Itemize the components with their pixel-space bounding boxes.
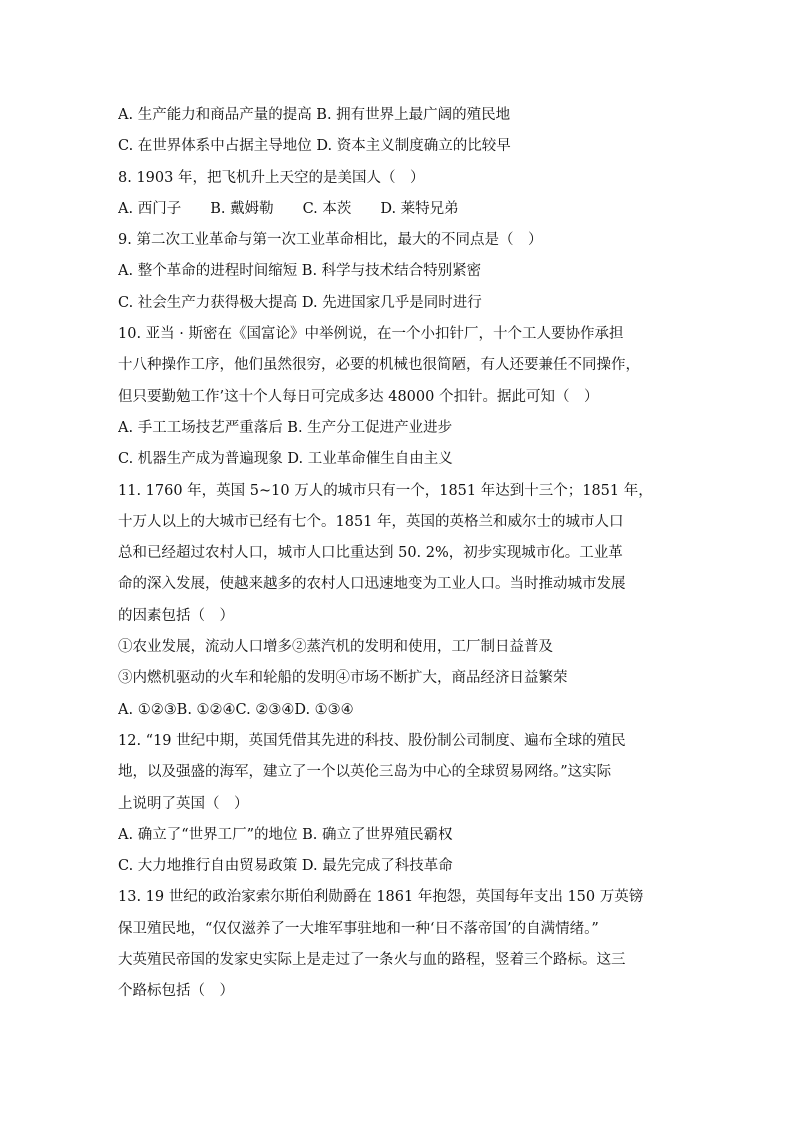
q13-stem-line-2: 保卫殖民地，“仅仅滋养了一大堆军事驻地和一种‘日不落帝国’的自满情绪。”: [118, 920, 599, 937]
question-text-block: [118, 100, 678, 1008]
q10-options-cd: C. 机器生产成为普遍现象 D. 工业革命催生自由主义: [118, 451, 453, 468]
q9-options-cd: C. 社会生产力获得极大提高 D. 先进国家几乎是同时进行: [118, 294, 482, 311]
q10-stem-line-1: 10. 亚当 · 斯密在《国富论》中举例说，在一个小扣针厂，十个工人要协作承担: [118, 326, 624, 343]
q7-options-cd: C. 在世界体系中占据主导地位 D. 资本主义制度确立的比较早: [118, 138, 511, 155]
q11-statements-1-2: ①农业发展，流动人口增多②蒸汽机的发明和使用，工厂制日益普及: [118, 639, 553, 656]
q11-stem-line-2: 十万人以上的大城市已经有七个。1851 年，英国的英格兰和威尔士的城市人口: [118, 513, 624, 530]
q9-options-ab: A. 整个革命的进程时间缩短 B. 科学与技术结合特别紧密: [118, 263, 482, 280]
q8-stem: 8. 1903 年，把飞机升上天空的是美国人（ ）: [118, 169, 425, 186]
q12-stem-line-3: 上说明了英国（ ）: [118, 795, 249, 812]
q10-stem-line-3: 但只要勤勉工作’这十个人每日可完成多达 48000 个扣针。据此可知（ ）: [118, 388, 599, 405]
q11-stem-line-3: 总和已经超过农村人口，城市人口比重达到 50. 2%，初步实现城市化。工业革: [118, 545, 623, 562]
q11-stem-line-1: 11. 1760 年，英国 5~10 万人的城市只有一个，1851 年达到十三个；1851 年，: [118, 482, 653, 499]
q9-stem: 9. 第二次工业革命与第一次工业革命相比，最大的不同点是（ ）: [118, 232, 543, 249]
q11-statements-3-4: ③内燃机驱动的火车和轮船的发明④市场不断扩大，商品经济日益繁荣: [118, 670, 568, 687]
q12-options-cd: C. 大力地推行自由贸易政策 D. 最先完成了科技革命: [118, 858, 453, 875]
q7-options-ab: A. 生产能力和商品产量的提高 B. 拥有世界上最广阔的殖民地: [118, 107, 511, 123]
q11-options: A. ①②③B. ①②④C. ②③④D. ①③④: [118, 701, 354, 718]
q13-stem-line-3: 大英殖民帝国的发家史实际上是走过了一条火与血的路程，竖着三个路标。这三: [118, 952, 626, 969]
q13-stem-line-1: 13. 19 世纪的政治家索尔斯伯利勋爵在 1861 年抱怨，英国每年支出 150 万英镑: [118, 889, 644, 906]
q12-stem-line-1: 12. “19 世纪中期，英国凭借其先进的科技、股份制公司制度、遍布全球的殖民: [118, 732, 626, 749]
q13-stem-line-4: 个路标包括（ ）: [118, 983, 234, 1000]
q11-stem-line-5: 的因素包括（ ）: [118, 607, 234, 624]
q12-options-ab: A. 确立了“世界工厂”的地位 B. 确立了世界殖民霸权: [118, 826, 453, 843]
q11-stem-line-4: 命的深入发展，使越来越多的农村人口迅速地变为工业人口。当时推动城市发展: [118, 576, 626, 593]
q10-options-ab: A. 手工工场技艺严重落后 B. 生产分工促进产业进步: [118, 419, 453, 436]
q12-stem-line-2: 地，以及强盛的海军，建立了一个以英伦三岛为中心的全球贸易网络。”这实际: [118, 764, 612, 781]
q8-options: A. 西门子 B. 戴姆勒 C. 本茨 D. 莱特兄弟: [118, 200, 459, 217]
q10-stem-line-2: 十八种操作工序，他们虽然很穷，必要的机械也很简陋，有人还要兼任不同操作，: [118, 357, 640, 374]
